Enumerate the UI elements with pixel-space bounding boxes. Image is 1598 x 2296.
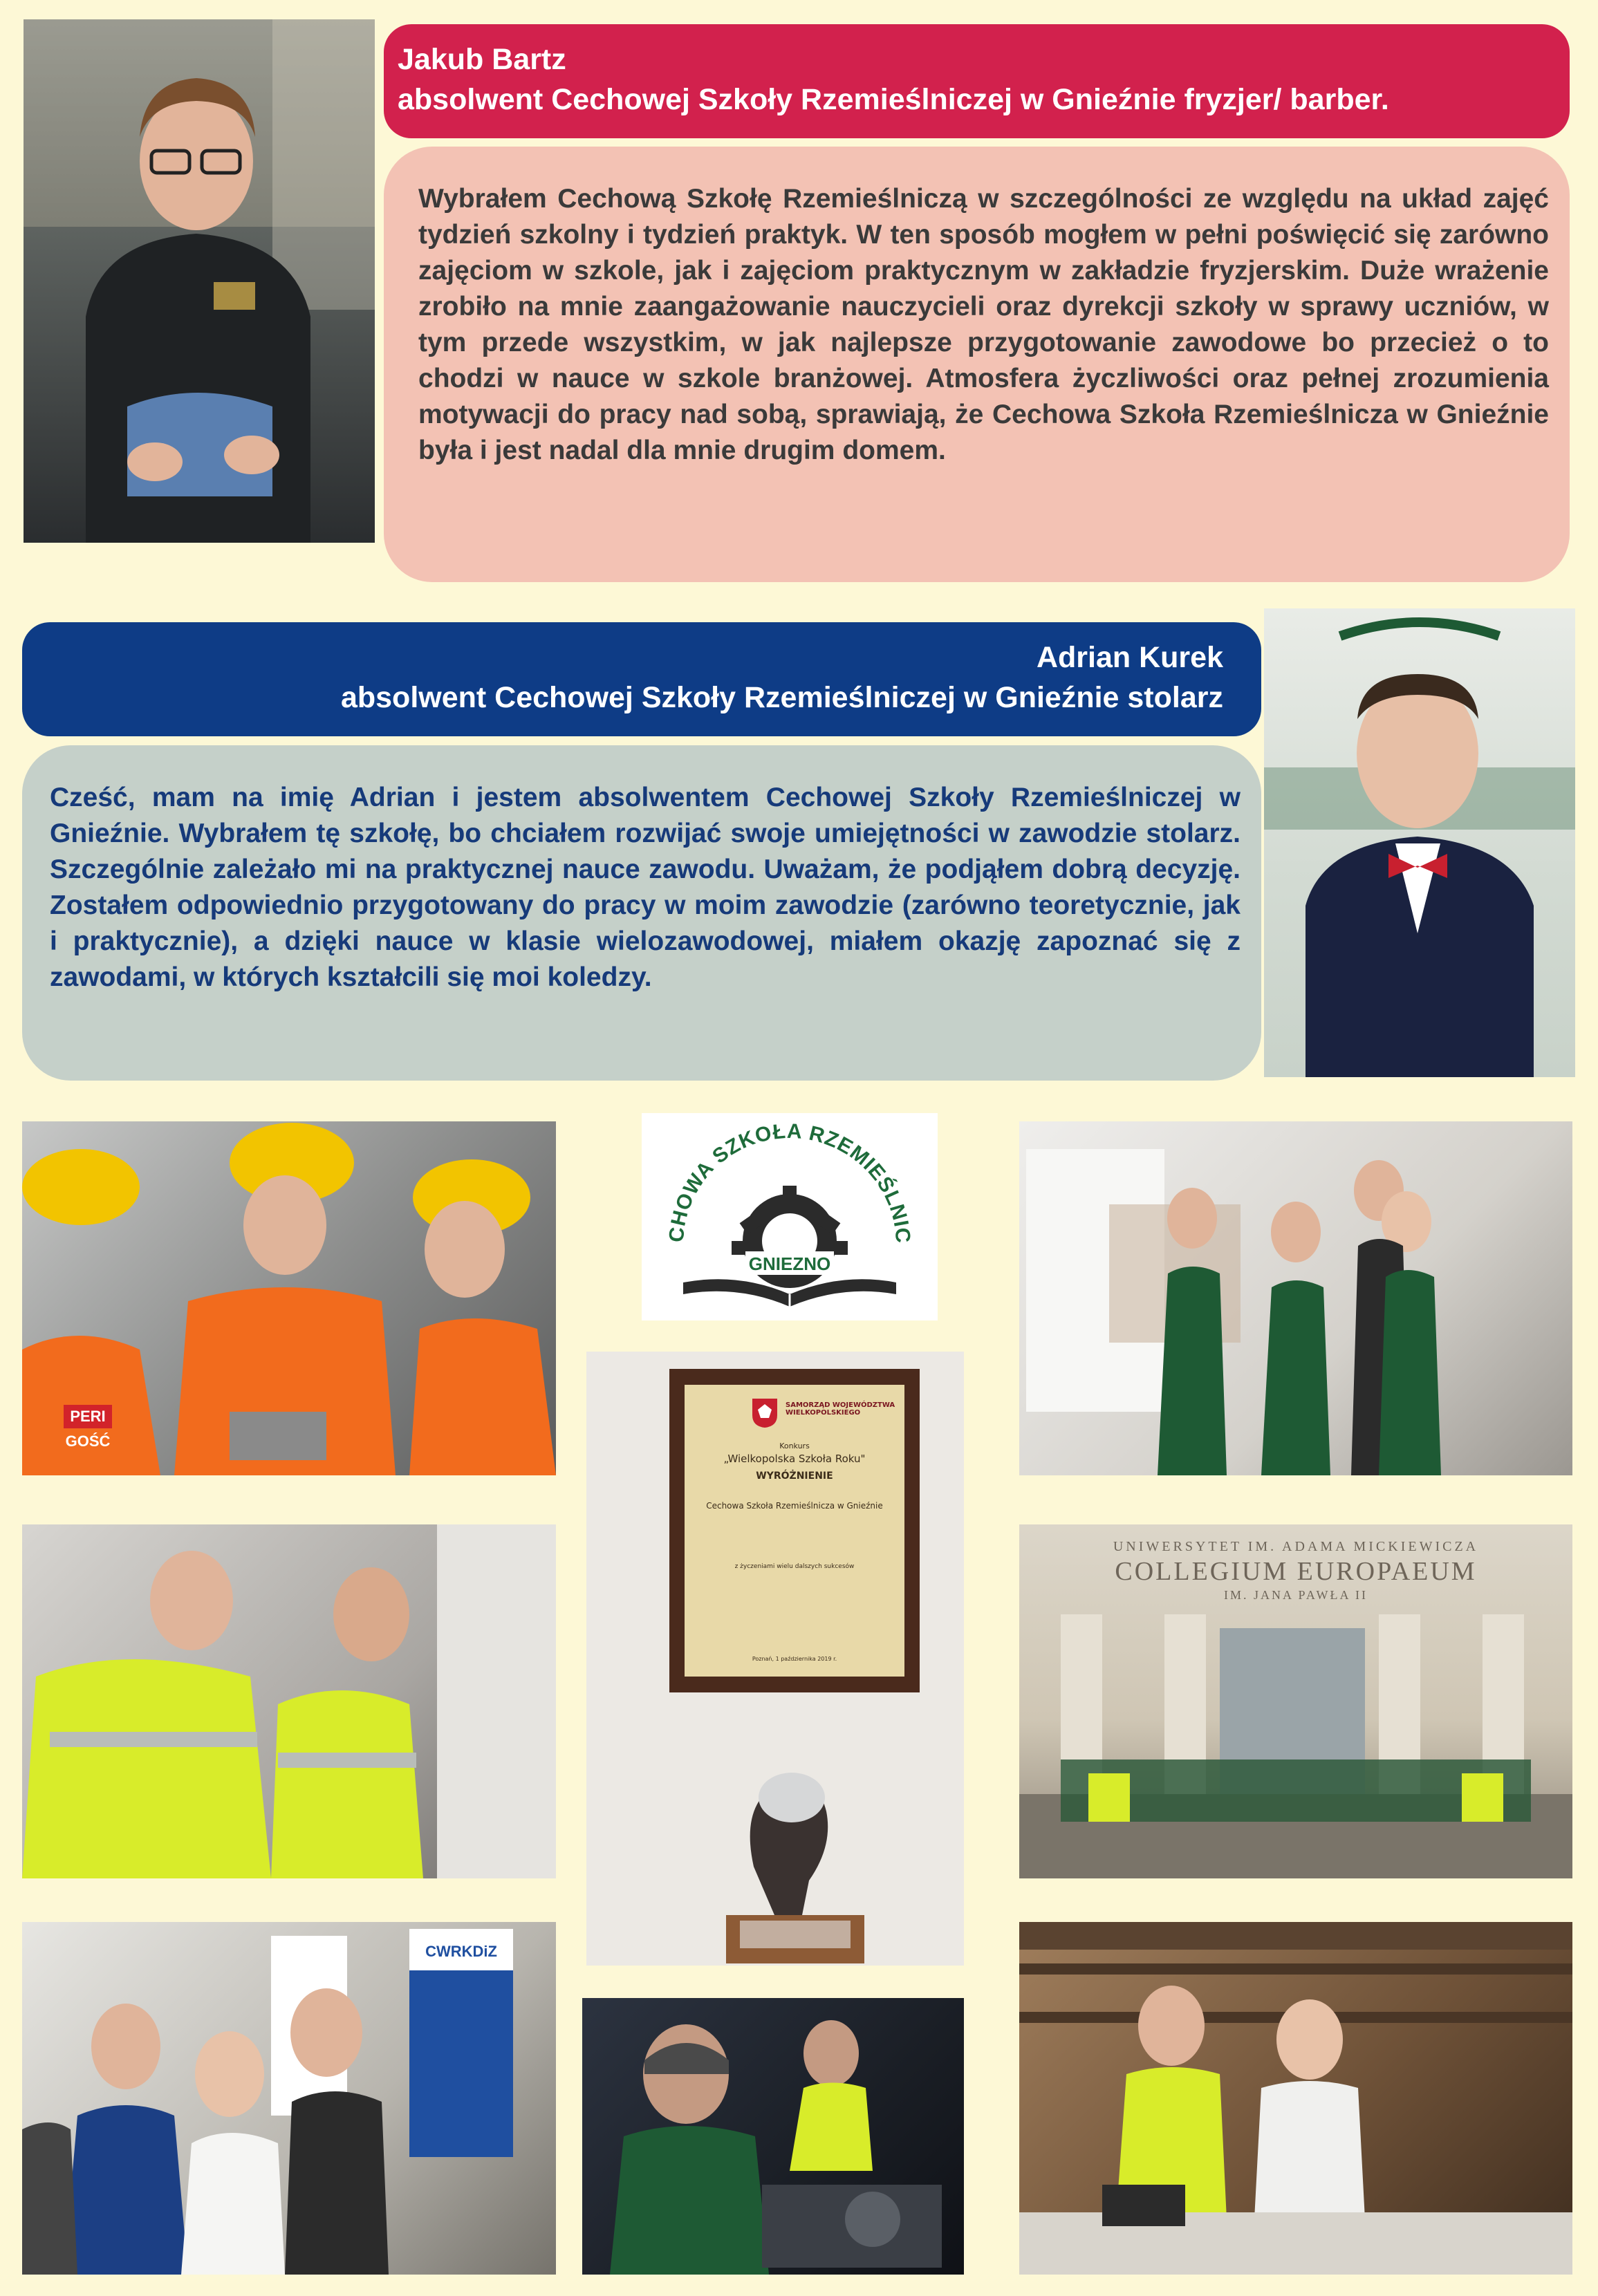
school-logo	[642, 1113, 938, 1320]
photo-electrical-illustration	[22, 1524, 556, 1878]
photo-construction-workshop	[22, 1121, 556, 1475]
logo-arc-text: CHOWA SZKOŁA RZEMIEŚLNIC	[665, 1119, 915, 1244]
photo-collegium-illustration	[1019, 1524, 1572, 1878]
photo-carpentry-illustration	[1019, 1922, 1572, 2275]
photo-fair-illustration	[1019, 1121, 1572, 1475]
photo-electrical-workshop	[22, 1524, 556, 1878]
certificate-footer: Poznań, 1 października 2019 r.	[752, 1656, 837, 1662]
testimonial-1-bubble	[384, 147, 1570, 582]
testimonial-2-subtitle: absolwent Cechowej Szkoły Rzemieślniczej w Gnieźnie stolarz	[340, 681, 1223, 714]
photo-construction-illustration	[22, 1121, 556, 1475]
certificate-contest-label: Konkurs	[779, 1441, 810, 1450]
vest-guest-label: GOŚĆ	[65, 1432, 111, 1450]
testimonial-1-text: Wybrałem Cechową Szkołę Rzemieślniczą w szczególności ze względu na układ zajęć tydzień szkolny i tydzień praktyk. W ten sposób mogłem w pełni poświęcić się zarówno zajęciom w szkole, jak i zajęciom praktycznym w zakładzie fryzjerskim. Duże wrażenie zrobiło na mnie zaangażowanie nauczycieli oraz dyrekcji szkoły w sprawy uczniów, w tym przede wszystkim, w jak najlepsze przygotowanie zawodowe bo przecież o to chodzi w nauce w szkole branżowej. Atmosfera życzliwości oraz pełnej zrozumienia motywacji do pracy nad sobą, sprawiają, że Cechowa Szkoła Rzemieślnicza w Gnieźnie była i jest nadal dla mnie drugim domem.	[418, 184, 1549, 465]
building-subtitle-text: IM. JANA PAWŁA II	[1224, 1588, 1368, 1602]
certificate-wishes: z życzeniami wielu dalszych sukcesów	[734, 1563, 855, 1570]
portrait-jakub-bartz	[24, 19, 375, 543]
photo-fair-stand	[1019, 1121, 1572, 1475]
photo-hairdressing-demo	[22, 1922, 556, 2275]
certificate-contest-name: „Wielkopolska Szkoła Roku"	[723, 1453, 866, 1465]
photo-hairdressing-illustration	[22, 1922, 556, 2275]
rollup-banner-text: CWRKDiZ	[425, 1943, 497, 1960]
photo-mechanic-illustration	[582, 1998, 964, 2275]
photo-collegium-europaeum	[1019, 1524, 1572, 1878]
photo-car-mechanic	[582, 1998, 964, 2275]
building-name-text: COLLEGIUM EUROPAEUM	[1115, 1557, 1477, 1586]
testimonial-2-text: Cześć, mam na imię Adrian i jestem absolwentem Cechowej Szkoły Rzemieślniczej w Gnieźnie. Wybrałem tę szkołę, bo chciałem rozwijać swoje umiejętności w zawodzie stolarz. Szczególnie zależało mi na praktycznej nauce zawodu. Uważam, że podjąłem dobrą decyzję. Zostałem odpowiednio przygotowany do pracy w moim zawodzie (zarówno teoretycznie, jak i praktycznie), a dzięki nauce w klasie wielozawodowej, miałem okazję zapoznać się z zawodami, w których kształcili się moi koledzy.	[50, 783, 1241, 992]
portrait-adrian-kurek	[1264, 608, 1575, 1077]
portrait-adrian-illustration	[1264, 608, 1575, 1077]
certificate-header: SAMORZĄD WOJEWÓDZTWA WIELKOPOLSKIEGO	[786, 1401, 895, 1417]
portrait-jakub-illustration	[24, 19, 375, 543]
school-logo-graphic	[642, 1113, 938, 1320]
trophy-statuette	[712, 1742, 878, 1963]
certificate-award: WYRÓŻNIENIE	[756, 1471, 833, 1482]
photo-carpentry-workshop	[1019, 1922, 1572, 2275]
certificate-recipient: Cechowa Szkoła Rzemieślnicza w Gnieźnie	[706, 1501, 883, 1511]
building-university-text: UNIWERSYTET IM. ADAMA MICKIEWICZA	[1113, 1539, 1479, 1554]
testimonial-2-name: Adrian Kurek	[1036, 641, 1223, 674]
certificate-document	[685, 1385, 904, 1677]
testimonial-1-header	[384, 24, 1570, 138]
testimonial-1-name: Jakub Bartz	[398, 43, 566, 76]
testimonial-2-header	[22, 622, 1261, 736]
testimonial-1-subtitle: absolwent Cechowej Szkoły Rzemieślniczej w Gnieźnie fryzjer/ barber.	[398, 83, 1389, 116]
logo-city-text: GNIEZNO	[748, 1253, 831, 1274]
vest-peri-label: PERI	[70, 1408, 106, 1425]
testimonial-2-bubble	[22, 745, 1261, 1081]
coat-of-arms-icon	[751, 1397, 779, 1429]
